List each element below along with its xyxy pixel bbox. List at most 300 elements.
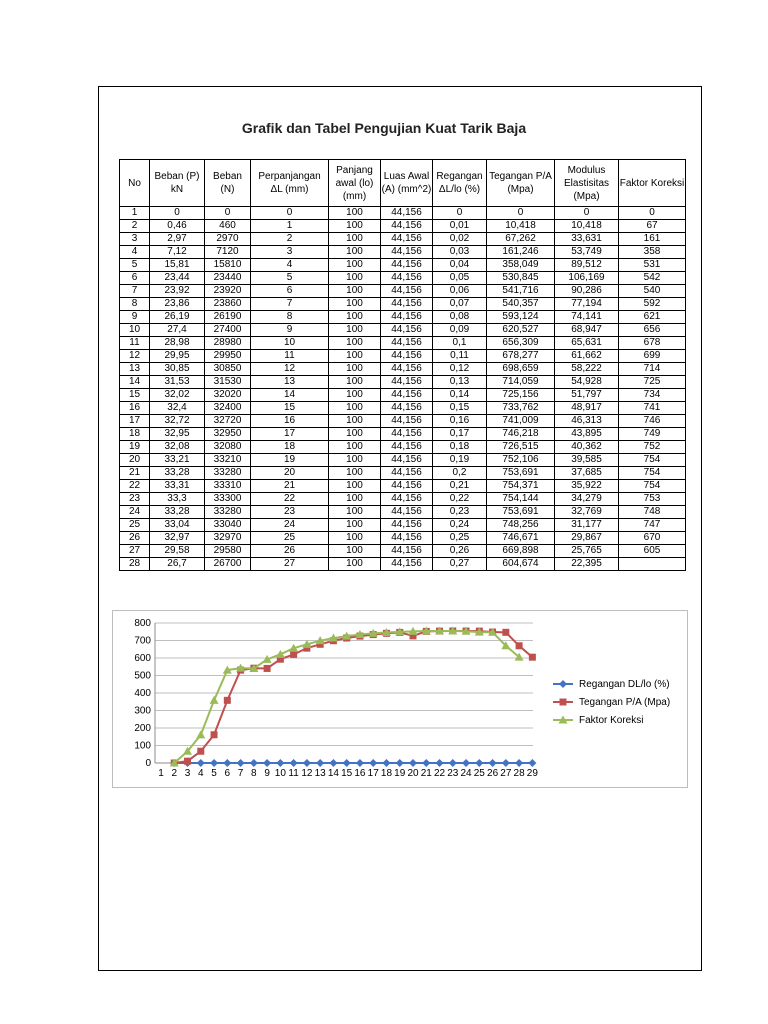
table-cell: 726,515 <box>487 441 555 454</box>
table-cell: 7 <box>120 285 150 298</box>
x-tick-label: 2 <box>171 768 178 779</box>
table-row <box>120 454 686 467</box>
x-tick-label: 14 <box>327 768 339 779</box>
table-cell: 669,898 <box>487 545 555 558</box>
table-cell: 44,156 <box>381 363 433 376</box>
table-cell: 531 <box>619 259 686 272</box>
table-cell: 13 <box>120 363 150 376</box>
y-tick-label: 300 <box>134 705 151 717</box>
table-cell: 100 <box>329 467 381 480</box>
table-cell: 752,106 <box>487 454 555 467</box>
table-cell: 748 <box>619 506 686 519</box>
table-cell: 32080 <box>205 441 251 454</box>
table-cell: 23 <box>251 506 329 519</box>
data-point <box>560 699 567 706</box>
table-cell: 17 <box>120 415 150 428</box>
column-header: Faktor Koreksi <box>619 160 686 207</box>
table-cell: 44,156 <box>381 272 433 285</box>
table-cell: 23,86 <box>150 298 205 311</box>
x-tick-label: 20 <box>407 768 419 779</box>
table-cell: 23,44 <box>150 272 205 285</box>
table-row <box>120 467 686 480</box>
table-cell: 44,156 <box>381 324 433 337</box>
table-cell: 0 <box>150 207 205 220</box>
table-cell: 14 <box>120 376 150 389</box>
table-cell: 29,58 <box>150 545 205 558</box>
table-cell: 100 <box>329 519 381 532</box>
table-cell: 27,4 <box>150 324 205 337</box>
table-cell: 540 <box>619 285 686 298</box>
table-cell: 27 <box>251 558 329 571</box>
table-row <box>120 558 686 571</box>
x-tick-label: 19 <box>394 768 406 779</box>
data-point <box>196 730 205 738</box>
table-cell: 0,1 <box>433 337 487 350</box>
table-row <box>120 415 686 428</box>
table-cell: 3 <box>120 233 150 246</box>
table-cell: 1 <box>251 220 329 233</box>
table-cell: 26190 <box>205 311 251 324</box>
data-point <box>462 759 470 767</box>
data-point <box>264 665 271 672</box>
data-point <box>559 680 567 688</box>
table-cell: 0,14 <box>433 389 487 402</box>
data-point <box>197 759 205 767</box>
table-cell: 100 <box>329 363 381 376</box>
table-cell: 0,24 <box>433 519 487 532</box>
table-cell: 44,156 <box>381 389 433 402</box>
table-cell: 23440 <box>205 272 251 285</box>
table-cell: 7,12 <box>150 246 205 259</box>
table-cell: 32950 <box>205 428 251 441</box>
table-cell: 11 <box>120 337 150 350</box>
table-cell: 604,674 <box>487 558 555 571</box>
table-cell: 32,08 <box>150 441 205 454</box>
table-cell: 0,22 <box>433 493 487 506</box>
y-tick-label: 600 <box>134 653 151 664</box>
table-cell: 44,156 <box>381 337 433 350</box>
table-cell: 100 <box>329 298 381 311</box>
table-cell: 31530 <box>205 376 251 389</box>
data-point <box>211 731 218 738</box>
table-cell: 4 <box>120 246 150 259</box>
x-tick-label: 15 <box>341 768 353 779</box>
table-cell: 67 <box>619 220 686 233</box>
table-cell: 44,156 <box>381 519 433 532</box>
x-tick-label: 24 <box>460 768 472 779</box>
data-point <box>515 759 523 767</box>
table-cell: 37,685 <box>555 467 619 480</box>
table-cell: 10 <box>251 337 329 350</box>
table-cell: 32400 <box>205 402 251 415</box>
table-cell: 26700 <box>205 558 251 571</box>
table-cell: 26,7 <box>150 558 205 571</box>
table-cell: 11 <box>251 350 329 363</box>
table-cell: 17 <box>251 428 329 441</box>
table-cell: 540,357 <box>487 298 555 311</box>
table-cell: 90,286 <box>555 285 619 298</box>
table-cell: 3 <box>251 246 329 259</box>
table-cell: 22,395 <box>555 558 619 571</box>
table-cell: 592 <box>619 298 686 311</box>
table-cell: 29,867 <box>555 532 619 545</box>
table-cell: 746,218 <box>487 428 555 441</box>
data-point <box>210 759 218 767</box>
table-row <box>120 493 686 506</box>
table-cell: 530,845 <box>487 272 555 285</box>
table-cell: 15 <box>251 402 329 415</box>
table-row <box>120 389 686 402</box>
table-cell: 22 <box>120 480 150 493</box>
table-cell: 44,156 <box>381 233 433 246</box>
x-tick-label: 10 <box>274 768 286 779</box>
table-cell: 460 <box>205 220 251 233</box>
table-cell: 100 <box>329 246 381 259</box>
table-cell: 34,279 <box>555 493 619 506</box>
table-cell: 0,17 <box>433 428 487 441</box>
data-point <box>303 759 311 767</box>
table-cell: 23 <box>120 493 150 506</box>
table-cell: 0,46 <box>150 220 205 233</box>
x-tick-label: 13 <box>314 768 326 779</box>
table-cell: 6 <box>251 285 329 298</box>
column-header: Regangan ΔL/lo (%) <box>433 160 487 207</box>
data-point <box>396 759 404 767</box>
table-row <box>120 519 686 532</box>
table-cell: 0,25 <box>433 532 487 545</box>
column-header: Tegangan P/A (Mpa) <box>487 160 555 207</box>
table-cell: 24 <box>120 506 150 519</box>
x-tick-label: 8 <box>251 768 257 779</box>
table-cell: 20 <box>120 454 150 467</box>
table-cell: 44,156 <box>381 467 433 480</box>
table-cell: 753 <box>619 493 686 506</box>
table-cell: 44,156 <box>381 246 433 259</box>
table-cell: 21 <box>120 467 150 480</box>
table-cell: 44,156 <box>381 259 433 272</box>
table-cell: 10,418 <box>555 220 619 233</box>
table-cell: 44,156 <box>381 480 433 493</box>
table-cell: 752 <box>619 441 686 454</box>
table-cell: 44,156 <box>381 285 433 298</box>
table-cell: 670 <box>619 532 686 545</box>
data-point <box>422 759 430 767</box>
data-point <box>502 759 510 767</box>
table-cell: 100 <box>329 389 381 402</box>
data-point <box>516 642 523 649</box>
table-cell: 33,31 <box>150 480 205 493</box>
table-cell: 100 <box>329 311 381 324</box>
data-table <box>119 159 686 571</box>
table-cell: 698,659 <box>487 363 555 376</box>
table-cell: 77,194 <box>555 298 619 311</box>
table-cell: 40,362 <box>555 441 619 454</box>
table-cell: 44,156 <box>381 558 433 571</box>
table-cell: 100 <box>329 259 381 272</box>
column-header: Panjang awal (lo) (mm) <box>329 160 381 207</box>
table-cell: 746 <box>619 415 686 428</box>
table-cell: 754 <box>619 480 686 493</box>
table-cell: 0,01 <box>433 220 487 233</box>
data-point <box>263 759 271 767</box>
table-row <box>120 285 686 298</box>
table-cell: 44,156 <box>381 220 433 233</box>
table-cell: 542 <box>619 272 686 285</box>
table-row <box>120 376 686 389</box>
table-cell: 31,177 <box>555 519 619 532</box>
table-cell: 656 <box>619 324 686 337</box>
table-cell: 7 <box>251 298 329 311</box>
table-cell: 19 <box>251 454 329 467</box>
table-cell: 100 <box>329 272 381 285</box>
table-row <box>120 233 686 246</box>
table-row <box>120 350 686 363</box>
x-tick-label: 21 <box>420 768 432 779</box>
table-cell: 15,81 <box>150 259 205 272</box>
table-cell: 2,97 <box>150 233 205 246</box>
table-cell: 714,059 <box>487 376 555 389</box>
x-tick-label: 9 <box>264 768 270 779</box>
table-cell: 33280 <box>205 506 251 519</box>
table-cell: 44,156 <box>381 532 433 545</box>
table-cell: 12 <box>120 350 150 363</box>
table-cell: 747 <box>619 519 686 532</box>
table-cell: 32720 <box>205 415 251 428</box>
table-cell: 12 <box>251 363 329 376</box>
table-cell: 2970 <box>205 233 251 246</box>
table-cell: 53,749 <box>555 246 619 259</box>
table-cell: 10,418 <box>487 220 555 233</box>
table-cell: 0 <box>205 207 251 220</box>
y-tick-label: 0 <box>145 758 151 769</box>
y-tick-label: 100 <box>134 740 151 752</box>
table-cell: 8 <box>251 311 329 324</box>
table-row <box>120 246 686 259</box>
table-row <box>120 506 686 519</box>
table-cell: 1 <box>120 207 150 220</box>
table-cell: 9 <box>251 324 329 337</box>
x-tick-label: 26 <box>487 768 499 779</box>
data-point <box>276 759 284 767</box>
table-cell: 0,23 <box>433 506 487 519</box>
data-point <box>528 759 536 767</box>
data-point <box>369 759 377 767</box>
table-cell: 754,144 <box>487 493 555 506</box>
table-cell: 7120 <box>205 246 251 259</box>
table-cell: 44,156 <box>381 402 433 415</box>
table-cell: 0 <box>433 207 487 220</box>
table-cell: 44,156 <box>381 506 433 519</box>
table-cell: 741,009 <box>487 415 555 428</box>
table-cell: 620,527 <box>487 324 555 337</box>
table-cell: 31,53 <box>150 376 205 389</box>
column-header: Beban (P) kN <box>150 160 205 207</box>
table-cell: 0,05 <box>433 272 487 285</box>
x-tick-label: 16 <box>354 768 366 779</box>
table-cell: 0,08 <box>433 311 487 324</box>
x-tick-label: 18 <box>380 768 393 779</box>
x-tick-label: 29 <box>526 768 538 779</box>
data-point <box>250 759 258 767</box>
table-cell: 2 <box>120 220 150 233</box>
table-cell: 6 <box>120 272 150 285</box>
table-cell: 754 <box>619 467 686 480</box>
table-cell: 32,97 <box>150 532 205 545</box>
table-cell: 100 <box>329 532 381 545</box>
y-tick-label: 400 <box>134 688 151 699</box>
data-point <box>237 759 245 767</box>
table-cell: 32020 <box>205 389 251 402</box>
table-cell: 67,262 <box>487 233 555 246</box>
table-cell: 100 <box>329 376 381 389</box>
table-cell: 0,21 <box>433 480 487 493</box>
table-cell: 748,256 <box>487 519 555 532</box>
table-cell: 29,95 <box>150 350 205 363</box>
table-row <box>120 298 686 311</box>
table-cell: 5 <box>120 259 150 272</box>
table-cell: 25 <box>251 532 329 545</box>
table-cell: 605 <box>619 545 686 558</box>
table-cell: 9 <box>120 311 150 324</box>
table-cell: 23,92 <box>150 285 205 298</box>
table-cell: 26 <box>120 532 150 545</box>
table-cell: 100 <box>329 493 381 506</box>
data-point <box>382 759 390 767</box>
table-cell: 0,06 <box>433 285 487 298</box>
data-point <box>210 696 219 704</box>
table-cell: 16 <box>120 402 150 415</box>
table-cell: 0,27 <box>433 558 487 571</box>
table-cell: 656,309 <box>487 337 555 350</box>
table-cell: 0,18 <box>433 441 487 454</box>
table-cell: 746,671 <box>487 532 555 545</box>
table-cell: 39,585 <box>555 454 619 467</box>
table-cell: 734 <box>619 389 686 402</box>
table-header-row <box>120 160 686 207</box>
table-cell: 44,156 <box>381 454 433 467</box>
table-cell: 32,769 <box>555 506 619 519</box>
x-tick-label: 23 <box>447 768 459 779</box>
table-cell: 754,371 <box>487 480 555 493</box>
legend-label: Tegangan P/A (Mpa) <box>579 697 671 708</box>
table-cell: 29580 <box>205 545 251 558</box>
column-header: Beban (N) <box>205 160 251 207</box>
table-cell: 0,09 <box>433 324 487 337</box>
table-cell: 33,28 <box>150 467 205 480</box>
data-point <box>489 759 497 767</box>
data-point <box>475 759 483 767</box>
x-tick-label: 17 <box>367 768 379 779</box>
data-point <box>197 748 204 755</box>
table-cell: 100 <box>329 441 381 454</box>
table-cell: 678 <box>619 337 686 350</box>
table-row <box>120 324 686 337</box>
table-cell: 593,124 <box>487 311 555 324</box>
table-cell: 100 <box>329 337 381 350</box>
table-cell: 100 <box>329 454 381 467</box>
table-cell: 0,19 <box>433 454 487 467</box>
x-tick-label: 1 <box>158 768 164 779</box>
table-cell <box>619 558 686 571</box>
table-cell: 15810 <box>205 259 251 272</box>
table-cell: 16 <box>251 415 329 428</box>
table-cell: 0,07 <box>433 298 487 311</box>
data-point <box>316 759 324 767</box>
column-header: Modulus Elastisitas (Mpa) <box>555 160 619 207</box>
table-cell: 358 <box>619 246 686 259</box>
table-cell: 100 <box>329 545 381 558</box>
table-cell: 725,156 <box>487 389 555 402</box>
table-cell: 68,947 <box>555 324 619 337</box>
table-cell: 714 <box>619 363 686 376</box>
table-cell: 44,156 <box>381 207 433 220</box>
table-cell: 44,156 <box>381 350 433 363</box>
y-tick-label: 800 <box>134 618 151 629</box>
table-cell: 18 <box>251 441 329 454</box>
table-cell: 24 <box>251 519 329 532</box>
table-cell: 100 <box>329 506 381 519</box>
x-tick-label: 12 <box>301 768 313 779</box>
table-cell: 44,156 <box>381 441 433 454</box>
table-cell: 10 <box>120 324 150 337</box>
table-cell: 0,16 <box>433 415 487 428</box>
table-cell: 725 <box>619 376 686 389</box>
table-cell: 100 <box>329 233 381 246</box>
table-cell: 754 <box>619 454 686 467</box>
table-cell: 33,28 <box>150 506 205 519</box>
y-tick-label: 200 <box>134 723 151 734</box>
table-cell: 753,691 <box>487 467 555 480</box>
table-cell: 35,922 <box>555 480 619 493</box>
table-cell: 14 <box>251 389 329 402</box>
table-cell: 32,95 <box>150 428 205 441</box>
table-cell: 100 <box>329 220 381 233</box>
legend-label: Regangan DL/lo (%) <box>579 679 670 690</box>
table-cell: 0 <box>251 207 329 220</box>
table-cell: 48,917 <box>555 402 619 415</box>
table-row <box>120 402 686 415</box>
table-cell: 100 <box>329 558 381 571</box>
table-row <box>120 259 686 272</box>
table-cell: 21 <box>251 480 329 493</box>
data-point <box>290 651 297 658</box>
table-cell: 358,049 <box>487 259 555 272</box>
x-tick-label: 27 <box>500 768 512 779</box>
data-point <box>343 759 351 767</box>
table-cell: 0 <box>619 207 686 220</box>
table-row <box>120 532 686 545</box>
table-row <box>120 441 686 454</box>
table-cell: 44,156 <box>381 415 433 428</box>
table-row <box>120 545 686 558</box>
column-header: No <box>120 160 150 207</box>
table-cell: 54,928 <box>555 376 619 389</box>
table-cell: 32970 <box>205 532 251 545</box>
table-cell: 28,98 <box>150 337 205 350</box>
table-cell: 32,72 <box>150 415 205 428</box>
table-row <box>120 207 686 220</box>
table-cell: 5 <box>251 272 329 285</box>
table-cell: 89,512 <box>555 259 619 272</box>
table-cell: 43,895 <box>555 428 619 441</box>
table-cell: 678,277 <box>487 350 555 363</box>
table-cell: 0,12 <box>433 363 487 376</box>
table-row <box>120 220 686 233</box>
table-cell: 44,156 <box>381 428 433 441</box>
table-cell: 100 <box>329 402 381 415</box>
table-cell: 33,3 <box>150 493 205 506</box>
x-tick-label: 25 <box>473 768 485 779</box>
